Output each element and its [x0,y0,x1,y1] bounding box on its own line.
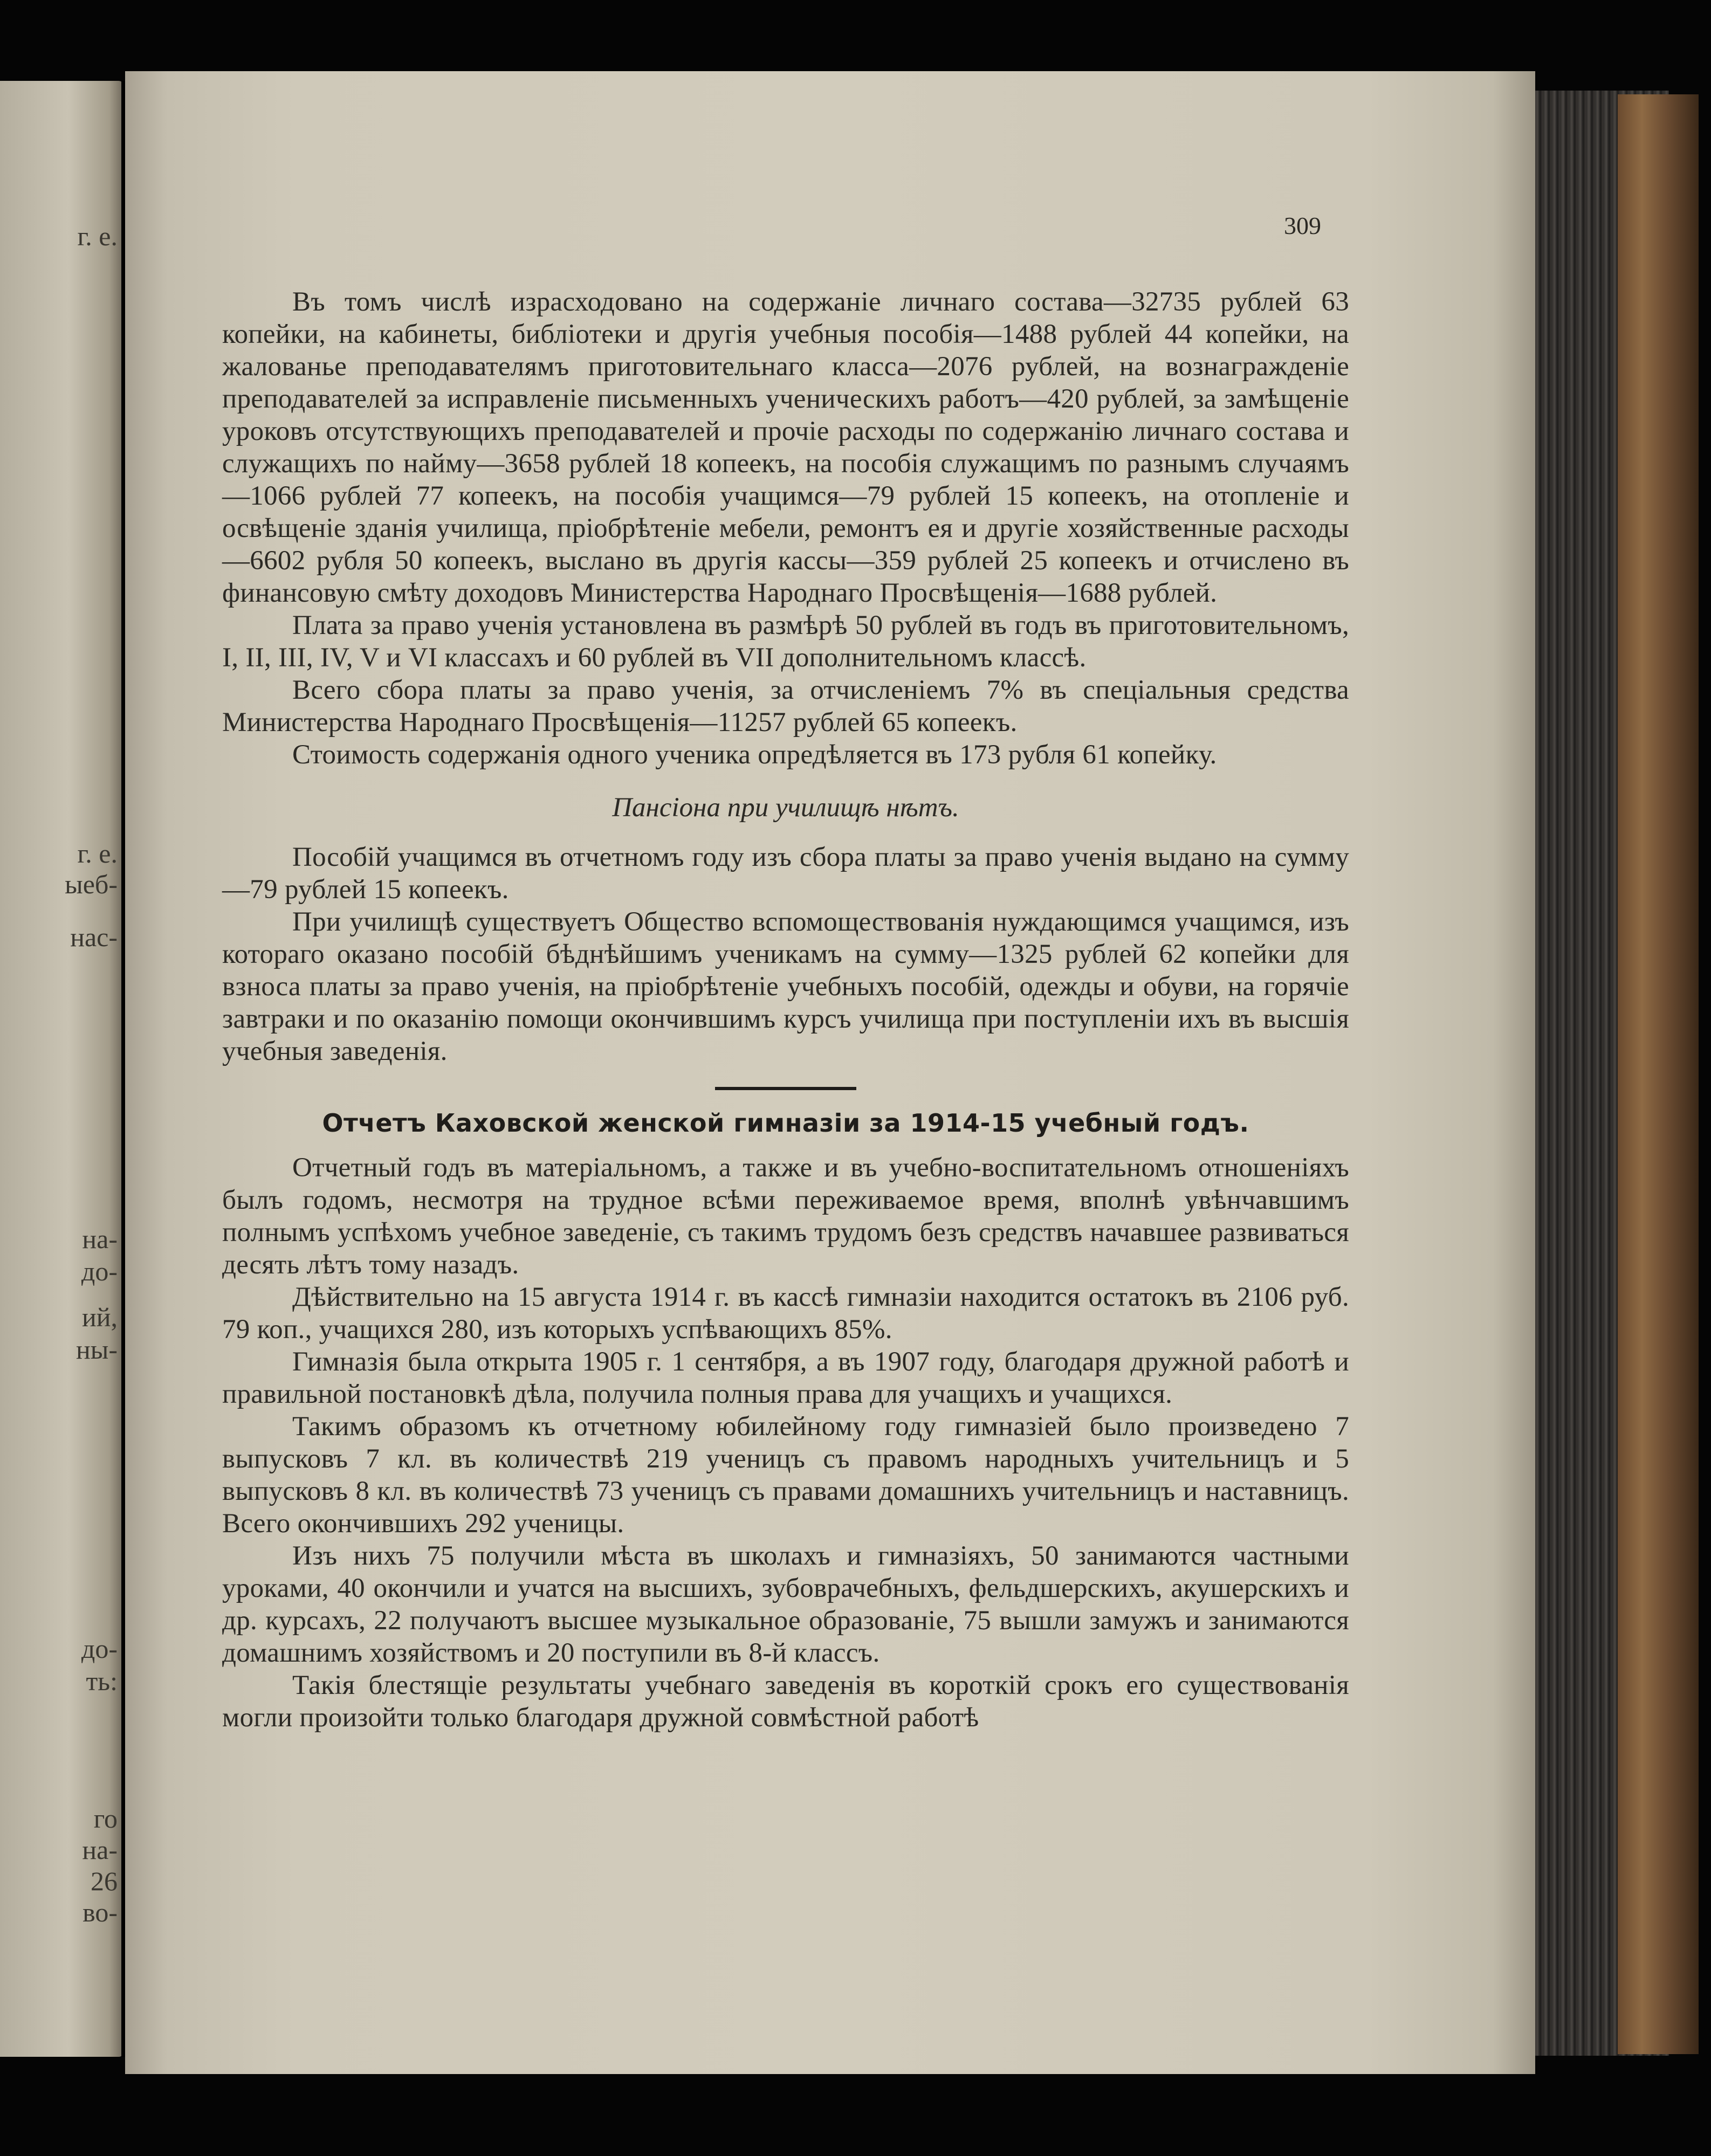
left-page-fragment: ны- [75,1334,118,1365]
left-page-fragment: до- [81,1256,118,1286]
paragraph: Стоимость содержанія одного ученика опредѣляется въ 173 рубля 61 копейку. [292,740,1217,770]
paragraph: Изъ нихъ 75 получили мѣста въ школахъ и гимназіяхъ, 50 занимаются частными уроками, 40 окончили и учатся на высшихъ, зубоврачебныхъ, фельдшерскихъ, акушерскихъ и др. курсахъ, 22 получаютъ высшее музыкальное образованіе, 75 вышли замужъ и занимаются домашнимъ хозяйствомъ и 20 поступили въ 8-й классъ. [222,1541,1349,1668]
page-number: 309 [1284,212,1321,239]
left-page-fragment: го [93,1803,118,1834]
left-page-fragment: во- [83,1897,118,1927]
left-page-fragment: 26 [91,1866,118,1896]
section-heading: Отчетъ Каховской женской гимназіи за 1914-15 учебный годъ. [322,1108,1249,1138]
left-page-fragment: г. е. [77,221,118,251]
paragraph: Дѣйствительно на 15 августа 1914 г. въ кассѣ гимназіи находится остатокъ въ 2106 руб. 79 коп., учащихся 280, изъ которыхъ успѣвающихъ 85%. [222,1282,1349,1345]
book-binding [1618,94,1699,2054]
paragraph: Всего сбора платы за право ученія, за отчисленіемъ 7% въ спеціальныя средства Министерства Народнаго Просвѣщенія—11257 рублей 65 копеекъ. [222,675,1349,738]
left-page-edge [0,81,124,2057]
left-page-fragment: ть: [86,1666,118,1696]
paragraph: При училищѣ существуетъ Общество вспомоществованія нуждающимся учащимся, изъ котораго оказано пособій бѣднѣйшимъ ученикамъ на сумму—1325 рублей 62 копейки для взноса платы за право ученія, на пріобрѣтеніе учебныхъ пособій, одежды и обуви, на горячіе завтраки и по оказанію помощи окончившимъ курсъ училища при поступленіи ихъ въ высшія учебныя заведенія. [222,907,1349,1066]
left-page-fragment: г. е. [77,838,118,869]
left-page-fragment: до- [81,1634,118,1664]
pension-note: Пансіона при училищѣ нѣтъ. [612,793,959,823]
page-body [222,286,1349,1734]
left-page-fragment: нас- [70,922,118,952]
paragraph: Такія блестящіе результаты учебнаго заведенія въ короткій срокъ его существованія могли произойти только благодаря дружной совмѣстной работѣ [222,1670,1349,1733]
paragraph: Пособій учащимся въ отчетномъ году изъ сбора платы за право ученія выдано на сумму—79 рублей 15 копеекъ. [222,842,1349,905]
left-page-fragment: ыеб- [65,869,118,899]
left-page-fragment: ий, [81,1302,118,1332]
paragraph: Въ томъ числѣ израсходовано на содержаніе личнаго состава—32735 рублей 63 копейки, на кабинеты, библіотеки и другія учебныя пособія—1488 рублей 44 копейки, на жалованье преподавателямъ приготовительнаго класса—2076 рублей, на вознагражденіе преподавателей за исправленіе письменныхъ ученическихъ работъ—420 рублей, за замѣщеніе уроковъ отсутствующихъ преподавателей и прочіе расходы по содержанію личнаго состава и служащихъ по найму—3658 рублей 18 копеекъ, на пособія служащимъ по разнымъ случаямъ—1066 рублей 77 копеекъ, на пособія учащимся—79 рублей 15 копеекъ, на отопленіе и освѣщеніе зданія училища, пріобрѣтеніе мебели, ремонтъ ея и другіе хозяйственные расходы—6602 рубля 50 копеекъ, выслано въ другія кассы—359 рублей 25 копеекъ и отчислено въ финансовую смѣту доходовъ Министерства Народнаго Просвѣщенія—1688 рублей. [222,287,1349,608]
paragraph: Гимназія была открыта 1905 г. 1 сентября, а въ 1907 году, благодаря дружной работѣ и правильной постановкѣ дѣла, получила полныя права для учащихъ и учащихся. [222,1347,1349,1409]
section-divider [715,1087,856,1090]
paragraph: Отчетный годъ въ матеріальномъ, а также и въ учебно-воспитательномъ отношеніяхъ былъ годомъ, несмотря на трудное всѣми переживаемое время, вполнѣ увѣнчавшимъ полнымъ успѣхомъ учебное заведеніе, съ такимъ трудомъ безъ средствъ начавшее развиваться десять лѣтъ тому назадъ. [222,1153,1349,1280]
paragraph: Плата за право ученія установлена въ размѣрѣ 50 рублей въ годъ въ приготовительномъ, I, II, III, IV, V и VI классахъ и 60 рублей въ VII дополнительномъ классѣ. [222,610,1349,673]
left-page-fragment: на- [82,1224,118,1254]
left-page-fragment: на- [82,1835,118,1865]
paragraph: Такимъ образомъ къ отчетному юбилейному году гимназіей было произведено 7 выпусковъ 7 кл. въ количествѣ 219 ученицъ съ правомъ народныхъ учительницъ и 5 выпусковъ 8 кл. въ количествѣ 73 ученицъ съ правами домашнихъ учительницъ и наставницъ. Всего окончившихъ 292 ученицы. [222,1411,1349,1539]
